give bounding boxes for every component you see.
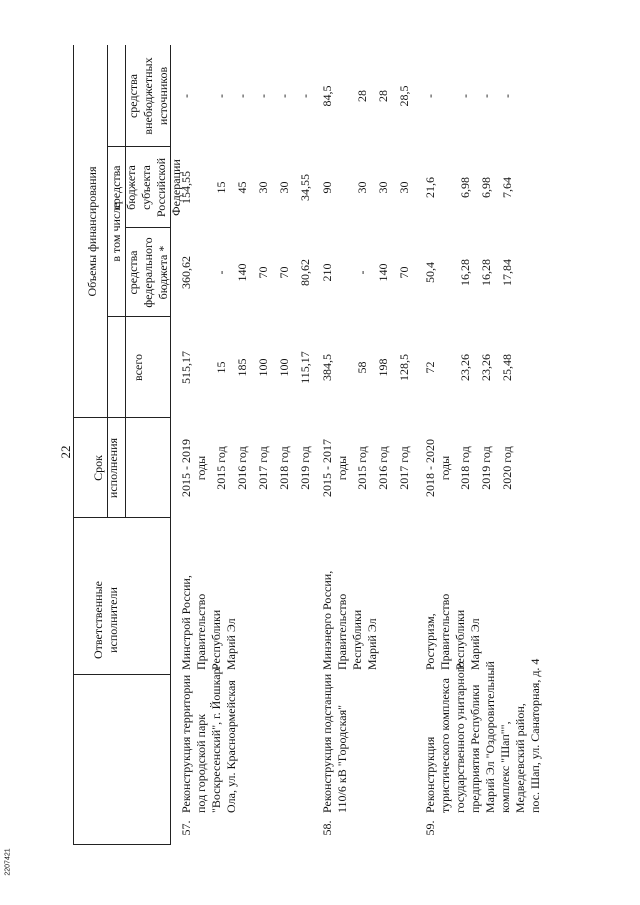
extrabudget-cell: - <box>479 94 493 98</box>
extrabudget-cell: - <box>179 94 193 98</box>
period-cell: 2017 год <box>397 446 411 490</box>
period-cell: 2020 год <box>500 446 514 490</box>
federal-cell: 360,62 <box>179 256 193 289</box>
regional-cell: 30 <box>376 181 390 194</box>
federal-cell: 70 <box>277 266 291 279</box>
col-divider <box>73 674 170 675</box>
extrabudget-cell: - <box>298 94 312 98</box>
page-number: 22 <box>58 445 73 459</box>
document-code: 2207421 <box>4 848 12 876</box>
total-cell: 100 <box>277 358 291 377</box>
header-responsible: Ответственные исполнители <box>91 581 120 659</box>
total-cell: 515,17 <box>179 351 193 384</box>
period-cell: 2017 год <box>256 446 270 490</box>
regional-cell: 15 <box>214 181 228 194</box>
project-name: Реконструкция туристического комплекса государственного унитарного предприятия Республики Марий Эл "Оздоровительный комплекс "Шап"", Медведевский район, пос. Шап, ул. Санаторная, д. 4 <box>423 658 542 813</box>
extrabudget-cell: 84,5 <box>320 85 334 107</box>
extrabudget-cell: - <box>214 94 228 98</box>
period-cell: 2018 год <box>277 446 291 490</box>
header-deadline: Срок исполнения <box>91 437 120 499</box>
federal-cell: 140 <box>235 263 249 282</box>
period-cell: 2015 - 2017 годы <box>320 439 349 497</box>
regional-cell: 45 <box>235 181 249 194</box>
extrabudget-cell: - <box>256 94 270 98</box>
federal-cell: 70 <box>256 266 270 279</box>
extrabudget-cell: - <box>235 94 249 98</box>
row-number: 57. <box>179 820 193 836</box>
header-total: всего <box>131 353 145 382</box>
header-extrabudget: средства внебюджетных источников <box>126 57 170 135</box>
extrabudget-cell: - <box>277 94 291 98</box>
regional-cell: 34,55 <box>298 174 312 201</box>
extrabudget-cell: 28 <box>376 90 390 102</box>
extrabudget-cell: - <box>500 94 514 98</box>
period-cell: 2016 год <box>235 446 249 490</box>
regional-cell: 21,6 <box>423 177 437 198</box>
extrabudget-cell: - <box>423 94 437 98</box>
regional-cell: 6,98 <box>479 177 493 198</box>
period-cell: 2018 - 2020 годы <box>423 439 452 497</box>
period-cell: 2019 год <box>298 446 312 490</box>
funding-table <box>65 45 600 845</box>
federal-cell: 70 <box>397 266 411 279</box>
regional-cell: 30 <box>397 181 411 194</box>
responsible-executors: Минэнерго России, Правительство Республики Марий Эл <box>320 570 379 670</box>
regional-cell: 30 <box>256 181 270 194</box>
responsible-executors: Минстрой России, Правительство Республики Марий Эл <box>179 575 238 670</box>
federal-cell: 16,28 <box>479 259 493 286</box>
table-top-border <box>73 45 74 845</box>
extrabudget-cell: 28,5 <box>397 85 411 107</box>
federal-cell: - <box>214 270 228 275</box>
period-cell: 2016 год <box>376 446 390 490</box>
total-cell: 128,5 <box>397 354 411 381</box>
period-cell: 2019 год <box>479 446 493 490</box>
total-cell: 58 <box>355 361 369 374</box>
project-name: Реконструкция территории под городской парк "Воскресенский", г. Йошкар- Ола, ул. Красноармейская <box>179 664 238 813</box>
regional-cell: 30 <box>277 181 291 194</box>
regional-cell: 30 <box>355 181 369 194</box>
total-cell: 15 <box>214 361 228 374</box>
project-name: Реконструкция подстанции 110/6 кВ "Городская" <box>320 673 349 813</box>
total-cell: 185 <box>235 358 249 377</box>
total-cell: 23,26 <box>458 354 472 381</box>
total-cell: 23,26 <box>479 354 493 381</box>
row-number: 59. <box>423 820 437 836</box>
period-cell: 2015 год <box>355 446 369 490</box>
regional-cell: 6,98 <box>458 177 472 198</box>
regional-cell: 154,55 <box>179 171 193 204</box>
federal-cell: 17,84 <box>500 259 514 286</box>
header-including: в том числе <box>109 202 123 262</box>
total-cell: 72 <box>423 361 437 374</box>
federal-cell: 80,62 <box>298 259 312 286</box>
col-divider <box>73 517 170 518</box>
row-number: 58. <box>320 820 334 836</box>
total-cell: 115,17 <box>298 351 312 384</box>
federal-cell: 140 <box>376 263 390 282</box>
total-cell: 25,48 <box>500 354 514 381</box>
header-regional: средства бюджета субъекта Российской Федерации <box>109 157 183 218</box>
total-cell: 198 <box>376 358 390 377</box>
period-cell: 2015 год <box>214 446 228 490</box>
extrabudget-cell: 28 <box>355 90 369 102</box>
federal-cell: 210 <box>320 263 334 282</box>
federal-cell: 16,28 <box>458 259 472 286</box>
period-cell: 2015 - 2019 годы <box>179 439 208 497</box>
responsible-executors: Ростуризм, Правительство Республики Марий Эл <box>423 593 482 670</box>
total-cell: 384,5 <box>320 354 334 381</box>
col-divider <box>73 844 170 845</box>
regional-cell: 90 <box>320 181 334 194</box>
federal-cell: 50,4 <box>423 262 437 283</box>
regional-cell: 7,64 <box>500 177 514 198</box>
federal-cell: - <box>355 270 369 275</box>
total-cell: 100 <box>256 358 270 377</box>
header-funding: Объемы финансирования <box>85 166 99 297</box>
period-cell: 2018 год <box>458 446 472 490</box>
header-federal: средства федерального бюджета * <box>126 237 170 308</box>
extrabudget-cell: - <box>458 94 472 98</box>
